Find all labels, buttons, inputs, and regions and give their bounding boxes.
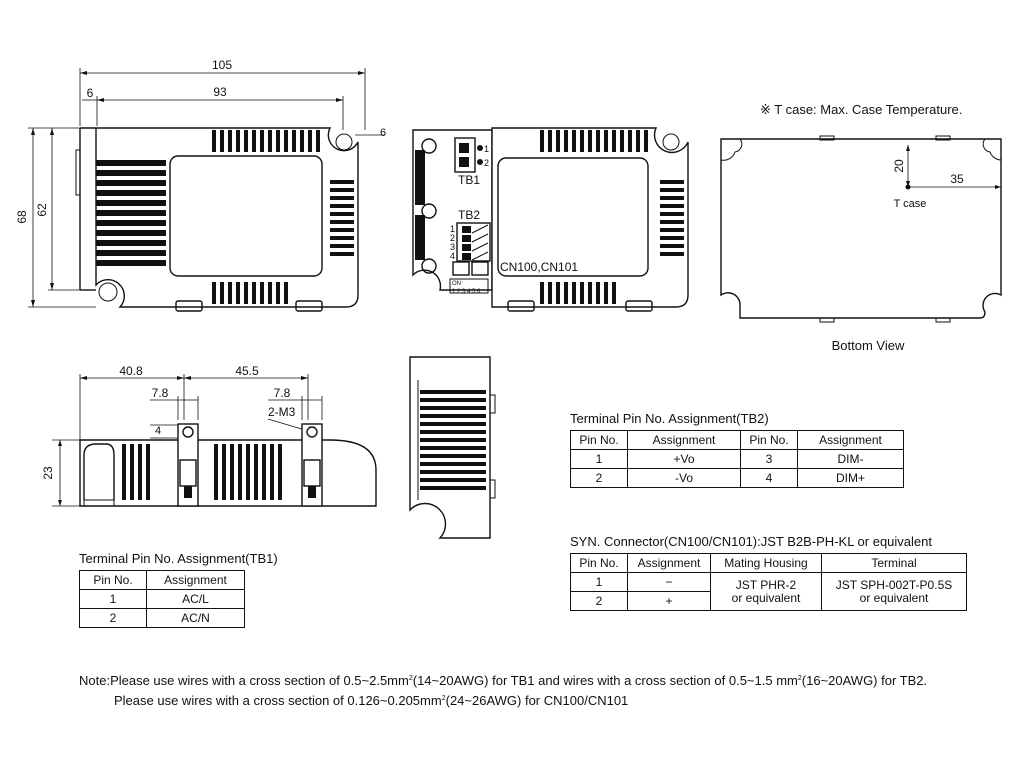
- front-vents: [96, 160, 166, 266]
- syn-mating-housing: [711, 573, 822, 611]
- dim-height-inner: 62: [35, 203, 49, 217]
- tb1-table: [79, 570, 245, 628]
- syn-header: Terminal: [822, 554, 967, 573]
- tb1-table-title: Terminal Pin No. Assignment(TB1): [79, 551, 278, 566]
- syn-cell: +: [628, 592, 711, 611]
- tb1-cell: AC/N: [147, 609, 245, 628]
- note-line-2: [114, 689, 628, 710]
- syn-cell: −: [628, 573, 711, 592]
- dim-overall-length: 105: [211, 58, 233, 72]
- syn-mating-housing-line2: or equivalent: [731, 590, 801, 605]
- bottom-view-title: Bottom View: [831, 338, 905, 353]
- tb2-cell: 3: [741, 450, 798, 469]
- terminal-hole-right: [663, 134, 679, 150]
- note-text: (16~20AWG) for TB2.: [801, 673, 928, 688]
- syn-header: Pin No.: [571, 554, 628, 573]
- dim-height-total: 68: [15, 210, 29, 224]
- note-text: (24~26AWG) for CN100/CN101: [445, 693, 629, 708]
- syn-mating-housing-line1: JST PHR-2: [735, 577, 797, 592]
- screw-spec-label: 2-M3: [268, 405, 296, 419]
- terminal-view: [413, 128, 688, 311]
- dim-left-span: 40.8: [119, 364, 143, 378]
- tb2-header: Pin No.: [571, 431, 628, 450]
- tb2-pin-2: 2: [450, 233, 456, 243]
- note-superscript: 2: [441, 695, 446, 702]
- dip-numbers: 1 2 3 4 5 6: [452, 289, 481, 295]
- syn-header: Assignment: [628, 554, 711, 573]
- note-text: (14~20AWG) for TB1 and wires with a cross section of 0.5~1.5 mm: [412, 673, 798, 688]
- tb2-cell: 1: [571, 450, 628, 469]
- table-row: [80, 590, 245, 609]
- dip-on-label: ON: [452, 281, 461, 287]
- tb2-cell: -Vo: [628, 469, 741, 488]
- dim-clamp-offset: 4: [155, 425, 162, 437]
- tb1-header-assignment: Assignment: [147, 571, 245, 590]
- tcase-point: [906, 185, 911, 190]
- tb2-cell: 2: [571, 469, 628, 488]
- table-row: [571, 469, 904, 488]
- note-superscript: 2: [797, 675, 802, 682]
- bottom-view: [721, 102, 1001, 353]
- note-superscript: 2: [408, 675, 413, 682]
- tb2-pin-3: 3: [450, 242, 456, 252]
- syn-table-title: SYN. Connector(CN100/CN101):JST B2B-PH-KL or equivalent: [570, 534, 932, 549]
- table-row: [80, 609, 245, 628]
- tb2-header: Assignment: [628, 431, 741, 450]
- front-view: [15, 58, 386, 311]
- tb1-cell: 2: [80, 609, 147, 628]
- dim-hole-offset-top: 6: [380, 127, 387, 139]
- dim-clamp-width-left: 7.8: [151, 386, 169, 400]
- side-clamp-left: [178, 424, 198, 506]
- bottom-outline: [721, 139, 1001, 318]
- dim-side-height: 23: [41, 466, 55, 480]
- tb2-cell: +Vo: [628, 450, 741, 469]
- tb1-label: TB1: [458, 173, 481, 187]
- syn-table: [570, 553, 967, 611]
- syn-cell: 1: [571, 573, 628, 592]
- tb1-cell: AC/L: [147, 590, 245, 609]
- cn-label: CN100,CN101: [500, 260, 579, 274]
- syn-terminal-line1: JST SPH-002T-P0.5S: [835, 577, 953, 592]
- tb2-label: TB2: [458, 208, 481, 222]
- tb2-table: [570, 430, 904, 488]
- end-view: [410, 357, 495, 538]
- tb2-table-title: Terminal Pin No. Assignment(TB2): [570, 411, 769, 426]
- note-line-1: [79, 669, 927, 690]
- tb1-pin-1: 1: [484, 144, 490, 154]
- terminal-housing-outline: [492, 128, 688, 307]
- table-row: [571, 573, 967, 592]
- syn-terminal: [822, 573, 967, 611]
- dim-clamp-width-right: 7.8: [273, 386, 291, 400]
- tb2-cell: DIM+: [798, 469, 904, 488]
- syn-terminal-line2: or equivalent: [859, 590, 929, 605]
- front-housing-outline: [80, 128, 358, 307]
- tb2-header: Assignment: [798, 431, 904, 450]
- tcase-dim-horizontal: 35: [950, 172, 964, 186]
- dim-inner-length: 93: [213, 85, 227, 99]
- tb1-cell: 1: [80, 590, 147, 609]
- tb2-pin-1: 1: [450, 224, 456, 234]
- table-row: [571, 450, 904, 469]
- terminal-clip-hatch: [415, 150, 425, 260]
- dim-edge-offset: 6: [86, 86, 94, 100]
- mounting-hole-left: [99, 283, 117, 301]
- tb2-cell: 4: [741, 469, 798, 488]
- note-text: Note:Please use wires with a cross section of 0.5~2.5mm: [79, 673, 409, 688]
- dim-right-span: 45.5: [235, 364, 259, 378]
- side-clamp-right: [302, 424, 322, 506]
- note-text: Please use wires with a cross section of 0.126~0.205mm: [114, 693, 442, 708]
- tcase-note: ※ T case: Max. Case Temperature.: [760, 102, 963, 117]
- tcase-point-label: T case: [893, 198, 927, 210]
- tb1-header-pin: Pin No.: [80, 571, 147, 590]
- tb2-cell: DIM-: [798, 450, 904, 469]
- mounting-hole-right: [336, 134, 352, 150]
- syn-header: Mating Housing: [711, 554, 822, 573]
- tb2-header: Pin No.: [741, 431, 798, 450]
- syn-cell: 2: [571, 592, 628, 611]
- tcase-dim-vertical: 20: [892, 159, 906, 173]
- tb2-pin-4: 4: [450, 251, 456, 261]
- tb1-pin-2: 2: [484, 158, 490, 168]
- side-view: [41, 364, 376, 506]
